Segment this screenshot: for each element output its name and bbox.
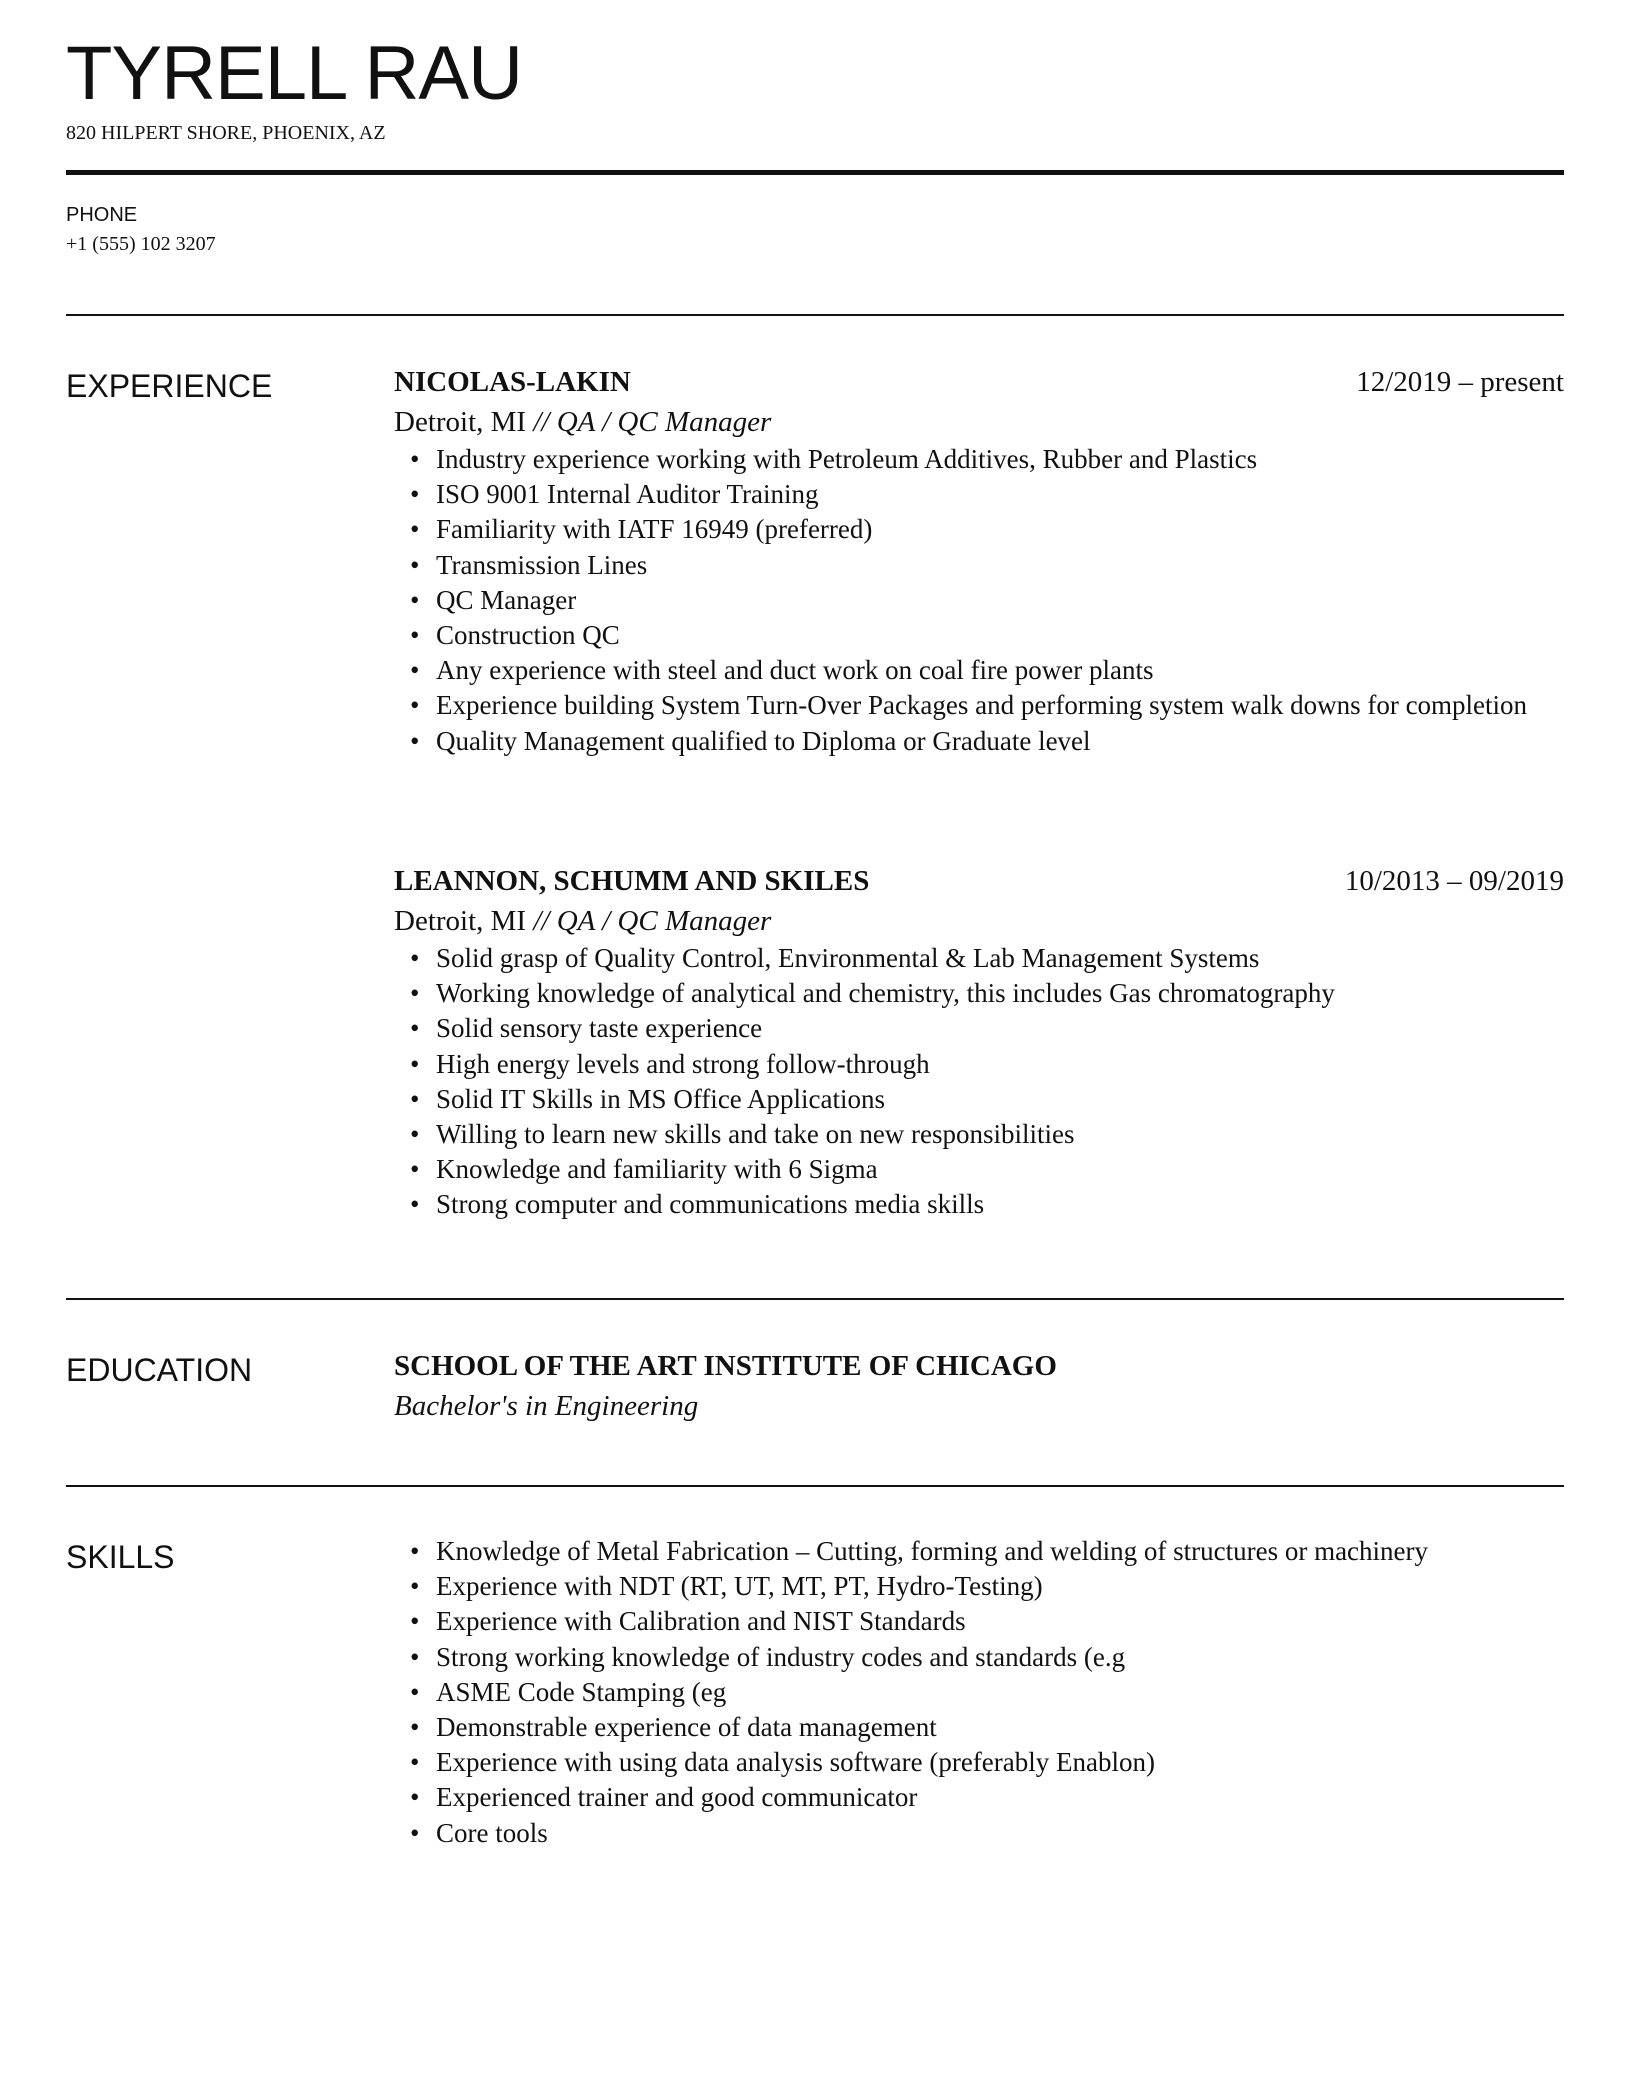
candidate-address: 820 HILPERT SHORE, PHOENIX, AZ (66, 122, 386, 144)
education-degree: Bachelor's in Engineering (394, 1390, 699, 1422)
skills-list (394, 1534, 1564, 1851)
phone-label: PHONE (66, 204, 138, 226)
job-header (394, 861, 1564, 901)
list-item: • Core tools (436, 1816, 1564, 1851)
job-entry (394, 861, 1564, 1223)
list-item: • Strong working knowledge of industry codes and standards (e.g (436, 1640, 1564, 1675)
job-dates: 10/2013 – 09/2019 (1344, 865, 1564, 897)
list-item: • Solid grasp of Quality Control, Environmental & Lab Management Systems (436, 941, 1564, 976)
list-item: • Experienced trainer and good communicator (436, 1780, 1564, 1815)
list-item: • Knowledge of Metal Fabrication – Cutting, forming and welding of structures or machinery (436, 1534, 1564, 1569)
list-item: • Transmission Lines (436, 548, 1564, 583)
experience-heading: EXPERIENCE (66, 368, 273, 404)
job-company: LEANNON, SCHUMM AND SKILES (394, 865, 870, 897)
experience-divider (66, 1298, 1564, 1300)
job-dates: 12/2019 – present (1356, 366, 1564, 398)
job-location: Detroit, MI (394, 406, 527, 438)
list-item: • Experience with Calibration and NIST Standards (436, 1604, 1564, 1639)
contact-divider (66, 314, 1564, 316)
job-bullets (394, 442, 1564, 759)
education-school: SCHOOL OF THE ART INSTITUTE OF CHICAGO (394, 1350, 1057, 1382)
list-item: • Construction QC (436, 618, 1564, 653)
list-item: • Any experience with steel and duct work on coal fire power plants (436, 653, 1564, 688)
list-item: • Experience with using data analysis software (preferably Enablon) (436, 1745, 1564, 1780)
list-item: • Experience with NDT (RT, UT, MT, PT, Hydro-Testing) (436, 1569, 1564, 1604)
list-item: • Solid IT Skills in MS Office Applications (436, 1082, 1564, 1117)
list-item: • Demonstrable experience of data management (436, 1710, 1564, 1745)
skills-heading: SKILLS (66, 1539, 175, 1575)
list-item: • ISO 9001 Internal Auditor Training (436, 477, 1564, 512)
list-item: • High energy levels and strong follow-through (436, 1047, 1564, 1082)
list-item: • Knowledge and familiarity with 6 Sigma (436, 1152, 1564, 1187)
job-subline (394, 901, 1564, 941)
job-subline (394, 402, 1564, 442)
job-entry (394, 362, 1564, 759)
list-item: • Experience building System Turn-Over Packages and performing system walk downs for completion (436, 688, 1564, 723)
job-location: Detroit, MI (394, 905, 527, 937)
phone-value: +1 (555) 102 3207 (66, 233, 216, 255)
job-bullets (394, 941, 1564, 1223)
skills-entry (394, 1534, 1564, 1851)
list-item: • QC Manager (436, 583, 1564, 618)
list-item: • Willing to learn new skills and take on new responsibilities (436, 1117, 1564, 1152)
list-item: • Solid sensory taste experience (436, 1011, 1564, 1046)
list-item: • Working knowledge of analytical and chemistry, this includes Gas chromatography (436, 976, 1564, 1011)
education-entry (394, 1346, 1564, 1426)
education-heading: EDUCATION (66, 1352, 253, 1388)
candidate-name: TYRELL RAU (66, 31, 522, 116)
list-item: • Strong computer and communications media skills (436, 1187, 1564, 1222)
list-item: • ASME Code Stamping (eg (436, 1675, 1564, 1710)
list-item: • Quality Management qualified to Diploma or Graduate level (436, 724, 1564, 759)
job-role: QA / QC Manager (556, 406, 772, 438)
education-divider (66, 1485, 1564, 1487)
job-company: NICOLAS-LAKIN (394, 366, 631, 398)
job-header (394, 362, 1564, 402)
job-role: QA / QC Manager (556, 905, 772, 937)
list-item: • Familiarity with IATF 16949 (preferred) (436, 512, 1564, 547)
header-divider (66, 170, 1564, 175)
job-separator: // (533, 406, 550, 438)
list-item: • Industry experience working with Petroleum Additives, Rubber and Plastics (436, 442, 1564, 477)
job-separator: // (533, 905, 550, 937)
